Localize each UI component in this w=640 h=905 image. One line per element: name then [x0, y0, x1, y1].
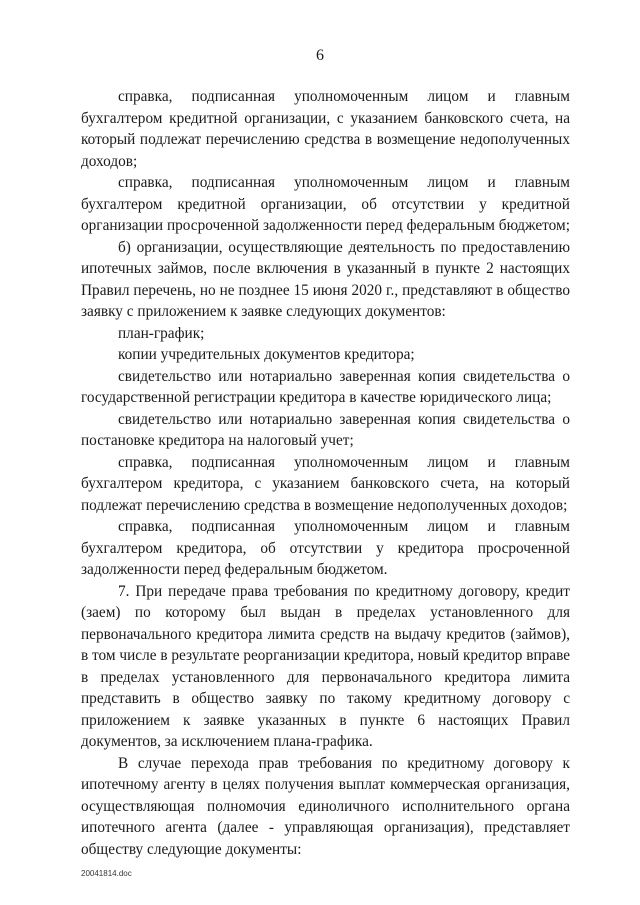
- paragraph-creditor-no-debt: справка, подписанная уполномоченным лицом и главным бухгалтером кредитора, об отсутствии у кредитора просроченной задолженности перед федеральным бюджетом.: [81, 518, 570, 578]
- paragraph-item-b: б) организации, осуществляющие деятельность по предоставлению ипотечных займов, после включения в указанный в пункте 2 настоящих Правил перечень, но не позднее 15 июня 2020 г., представляют в общество заявку с приложением к заявке следующих документов:: [81, 238, 570, 320]
- paragraph-bank-account-certificate: справка, подписанная уполномоченным лицом и главным бухгалтером кредитной организации, с указанием банковского счета, на который подлежат перечислению средства в возмещение недополученных доходов;: [81, 88, 570, 170]
- document-body: [81, 86, 570, 860]
- page-number: 6: [316, 47, 324, 64]
- paragraph-section-7: 7. При передаче права требования по кредитному договору, кредит (заем) по которому был выдан в пределах установленного для первоначального кредитора лимита средств на выдачу кредитов (займов), в том числе в результате реорганизации кредитора, новый кредитор вправе в пределах установленного для первоначального кредитора лимита представить в общество заявку по такому кредитному договору с приложением к заявке указанных в пункте 6 настоящих Правил документов, за исключением плана-графика.: [81, 582, 570, 750]
- paragraph-rights-transfer: В случае перехода прав требования по кредитному договору к ипотечному агенту в целях получения выплат коммерческая организация, осуществляющая полномочия единоличного исполнительного органа ипотечного агента (далее - управляющая организация), представляет обществу следующие документы:: [81, 754, 570, 858]
- footer-filename: 20041814.doc: [81, 869, 132, 878]
- paragraph-schedule: план-график;: [118, 324, 205, 342]
- paragraph-founding-documents: копии учредительных документов кредитора;: [118, 346, 415, 363]
- paragraph-state-registration: свидетельство или нотариально заверенная копия свидетельства о государственной регистрации кредитора в качестве юридического лица;: [81, 367, 570, 406]
- paragraph-creditor-bank-account: справка, подписанная уполномоченным лицом и главным бухгалтером кредитора, с указанием банковского счета, на который подлежат перечислению средства в возмещение недополученных доходов;: [81, 453, 570, 514]
- paragraph-no-debt-certificate: справка, подписанная уполномоченным лицом и главным бухгалтером кредитной организации, об отсутствии у кредитной организации просроченной задолженности перед федеральным бюджетом;: [81, 174, 570, 234]
- paragraph-tax-registration: свидетельство или нотариально заверенная копия свидетельства о постановке кредитора на налоговый учет;: [81, 410, 570, 449]
